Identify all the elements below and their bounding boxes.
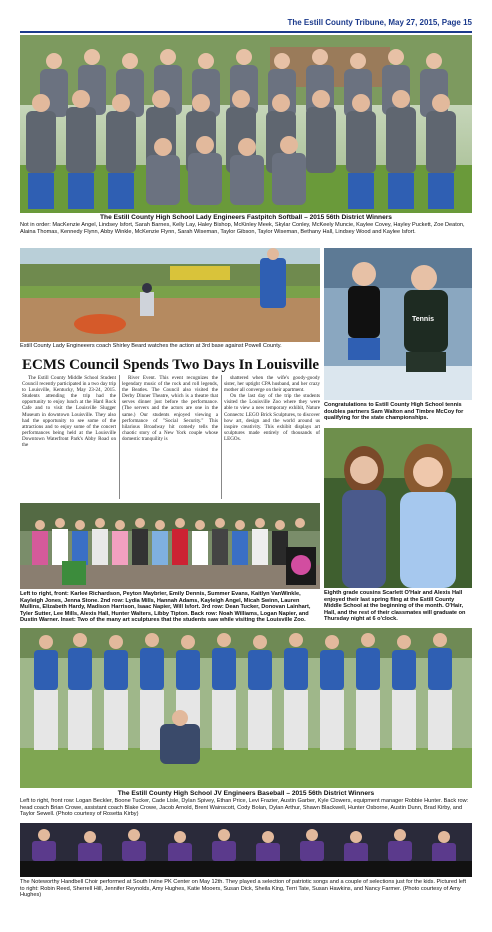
tennis-shirt-text: Tennis <box>412 316 435 323</box>
cousins-caption: Eighth grade cousins Scarlett O'Hair and Alexis Hall enjoyed their last spring fling at the Estill County Middle School at the beginning of the month. O'Hair, Hall, and the rest of their classmates will graduate on Thursday night at 6 o'clock. <box>324 590 466 623</box>
council-group-photo <box>20 503 320 589</box>
baseball-photo-graphic <box>20 628 472 788</box>
softball-caption: Not in order: MacKenzie Angel, Lindsey Isfort, Sarah Barnes, Kelly Lay, Haley Bishop, McKinley Meek, Skylar Conley, McKeely Muncie, Kaylee Covey, Hayley Puckett, Zoe Deaton, Alaina Thomas, Kennedy Flynn, Abby Winkle, McKenzie Flynn, Sarah Wiseman, Taylor Gibson, Taylor Wiseman, Bethany Hall, Lindsey Wood and Kaylee Isfort. <box>20 222 465 235</box>
cousins-photo <box>324 428 472 588</box>
article-col-2 <box>122 375 218 501</box>
council-caption: Left to right, front: Karlee Richardson, Peyton Maybrier, Emily Dennis, Summer Evans, Kaitlyn VanWinkle, Kayleigh Jones, Jenna Stone. 2nd row: Lydia Mills, Hannah Adams, Kayleigh Angel, Micah Swinn, Lauren Mullins, Elizabeth Hardy, Madison Harrison, Isaac Napier, Will Isfort. 3rd row: Dean Tucker, Donovan Lainhart, Tyler Sutter, Lee Mills, Alexis Hall, Hunter Walters, Libby Tipton. Back row: Noah Williams, Logan Napier, and Dustin Warner. Inset: Two of the many art sculptures that the students saw while visiting the Louisville Zoo. <box>20 591 311 624</box>
tennis-photo <box>324 248 472 400</box>
tennis-photo-graphic <box>324 248 472 400</box>
article-col-3b-text: On the last day of the trip the students visited the Louisville Zoo where they were able to view a new temporary exhibit, Nature Connects: LEGO Brick Sculptures, to discover how art, design and the world around us inspire creativity. This exhibit displays art sculptures made entirely of thousands of LEGOs. <box>224 393 320 442</box>
handbell-choir-photo <box>20 823 472 877</box>
baseball-title: The Estill County High School JV Engineers Baseball – 2015 56th District Winners <box>117 790 375 797</box>
softball-photo-graphic <box>20 35 472 213</box>
header-text: The Estill County Tribune, May 27, 2015, Page 15 <box>287 18 472 27</box>
header-rule <box>20 31 472 33</box>
page-header <box>20 18 472 32</box>
tennis-caption: Congratulations to Estill County High School tennis doubles partners Sam Walton and Timbre McCoy for qualifying for the state championships. <box>324 402 464 422</box>
col-rule-1 <box>119 375 120 499</box>
game-action-photo <box>20 248 320 342</box>
council-photo-graphic <box>20 503 320 589</box>
article-col-3a-text: shattered when the wife's goody-goody sister, her uptight CPA husband, and her crazy mother all converge on their apartment. <box>224 375 320 394</box>
game-photo-graphic <box>20 248 320 342</box>
cousins-photo-graphic <box>324 428 472 588</box>
handbell-caption: The Noteworthy Handbell Choir performed at South Irvine PK Center on May 12th. They played a selection of patriotic songs and a couple of selections just for the kids. Pictured left to right: Robin Reed, Sherrell Hill, Jennifer Reynolds, Amy Hughes, Katie Mooers, Susan Dick, Sheila King, Terri Tate, Susan Hawkins, and Nancy Farmer. (Photo courtesy of Amy Hughes) <box>20 879 467 899</box>
handbell-photo-graphic <box>20 823 472 877</box>
softball-title: The Estill County High School Lady Engineers Fastpitch Softball – 2015 56th District Winners <box>100 214 392 221</box>
article-col-2-text: River Event. This event recognizes the legendary music of the rock and roll legends, the Beatles. The Council also visited the Derby Dinner Theatre, which is a theatre that serves dinner just before the performance. (The servers and the actors are one in the same.) Our students enjoyed viewing a performance of "Social Security." This hilarious Broadway hit comedy tells the chaotic story of a New York couple whose domestic tranquility is <box>122 375 218 442</box>
article-col-3 <box>224 375 320 501</box>
softball-team-photo <box>20 35 472 213</box>
col-rule-2 <box>221 375 222 499</box>
article-headline: ECMS Council Spends Two Days In Louisville <box>22 357 320 373</box>
baseball-team-photo <box>20 628 472 788</box>
article-col-1 <box>22 375 116 501</box>
article-col-1-text: The Estill County Middle School Student Council recently participated in a two day trip to Louisville, Kentucky, May 23-24, 2015. Students attending the trip had the opportunity to enjoy lunch at the Hard Rock Cafe and to visit the Louisville Slugger Museum in downtown Louisville. They also had the opportunity to see some of the attractions and to enjoy some of the concert performances being held at the Louisville Downtown Waterfront Park's Abby Road on the <box>22 375 116 449</box>
game-caption: Estill County Lady Engineeers coach Shirley Beard watches the action at 3rd base against Powell County. <box>20 343 282 349</box>
baseball-caption: Left to right, front row: Logan Beckler, Boone Tucker, Cade Lisle, Dylan Spivey, Ethan Price, Levi Frazier, Austin Garber, Kyle Clowers, equipment manager Robbie Hunter. Back row: head coach Brian Crowe, assistant coach Blake Crowe, Jacob Arnold, Brent Wainscott, Cody Bolan, Dylan Arthur, Shawn Blackwell, Hunter Osborne, Austin Dunn, Brad Kirby, and Taylor Sewell. (Photo courtesy of Rosetta Kirby) <box>20 798 469 818</box>
